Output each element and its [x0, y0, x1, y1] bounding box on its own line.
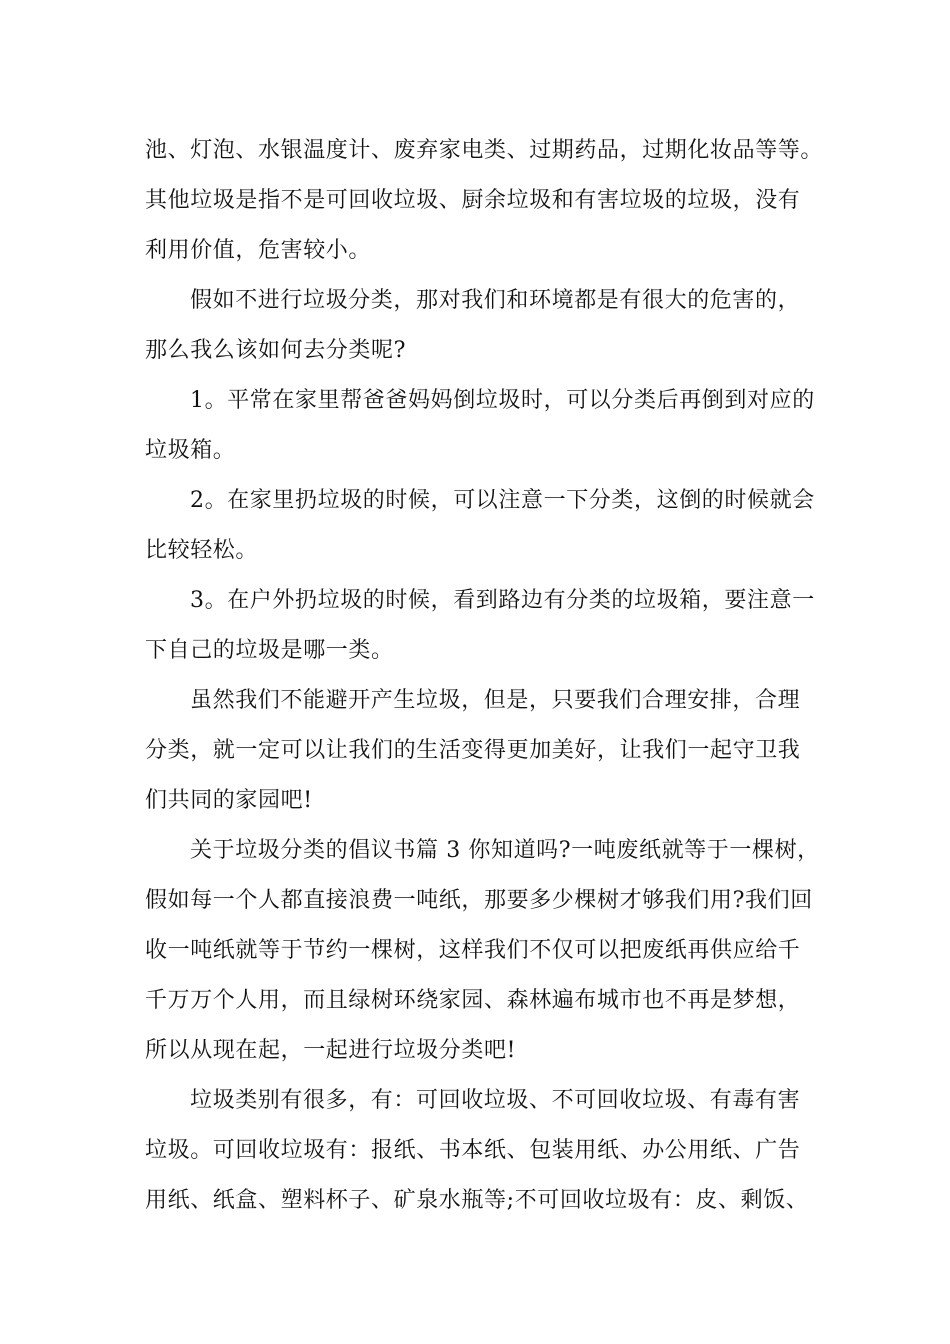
text-line: 池、灯泡、水银温度计、废弃家电类、过期药品，过期化妆品等等。: [145, 138, 824, 163]
text-line: 利用价值，危害较小。: [145, 238, 372, 263]
text-line: 收一吨纸就等于节约一棵树，这样我们不仅可以把废纸再供应给千: [145, 938, 801, 963]
text-line: 用纸、纸盒、塑料杯子、矿泉水瓶等;不可回收垃圾有：皮、剩饭、: [145, 1188, 809, 1213]
text-line: 其他垃圾是指不是可回收垃圾、厨余垃圾和有害垃圾的垃圾，没有: [145, 188, 801, 213]
text-line: 分类，就一定可以让我们的生活变得更加美好，让我们一起守卫我: [145, 738, 801, 763]
text-line: 所以从现在起，一起进行垃圾分类吧!: [145, 1038, 517, 1063]
text-line: 下自己的垃圾是哪一类。: [145, 638, 394, 663]
text-line: 虽然我们不能避开产生垃圾，但是，只要我们合理安排，合理: [190, 688, 801, 713]
text-line: 假如每一个人都直接浪费一吨纸，那要多少棵树才够我们用?我们回: [145, 888, 813, 913]
text-line: 假如不进行垃圾分类，那对我们和环境都是有很大的危害的，: [190, 288, 801, 313]
text-line: 垃圾。可回收垃圾有：报纸、书本纸、包装用纸、办公用纸、广告: [145, 1138, 801, 1163]
text-line: 比较轻松。: [145, 538, 259, 563]
text-line: 2。在家里扔垃圾的时候，可以注意一下分类，这倒的时候就会: [190, 488, 815, 513]
text-line: 千万万个人用，而且绿树环绕家园、森林遍布城市也不再是梦想，: [145, 988, 801, 1013]
text-line: 垃圾箱。: [145, 438, 236, 463]
text-line: 们共同的家园吧!: [145, 788, 313, 813]
text-line: 那么我么该如何去分类呢?: [145, 338, 406, 363]
text-line: 3。在户外扔垃圾的时候，看到路边有分类的垃圾箱，要注意一: [190, 588, 815, 613]
text-line: 关于垃圾分类的倡议书篇 3 你知道吗?一吨废纸就等于一棵树，: [190, 838, 820, 863]
text-line: 垃圾类别有很多，有：可回收垃圾、不可回收垃圾、有毒有害: [190, 1088, 801, 1113]
text-line: 1。平常在家里帮爸爸妈妈倒垃圾时，可以分类后再倒到对应的: [190, 388, 815, 413]
